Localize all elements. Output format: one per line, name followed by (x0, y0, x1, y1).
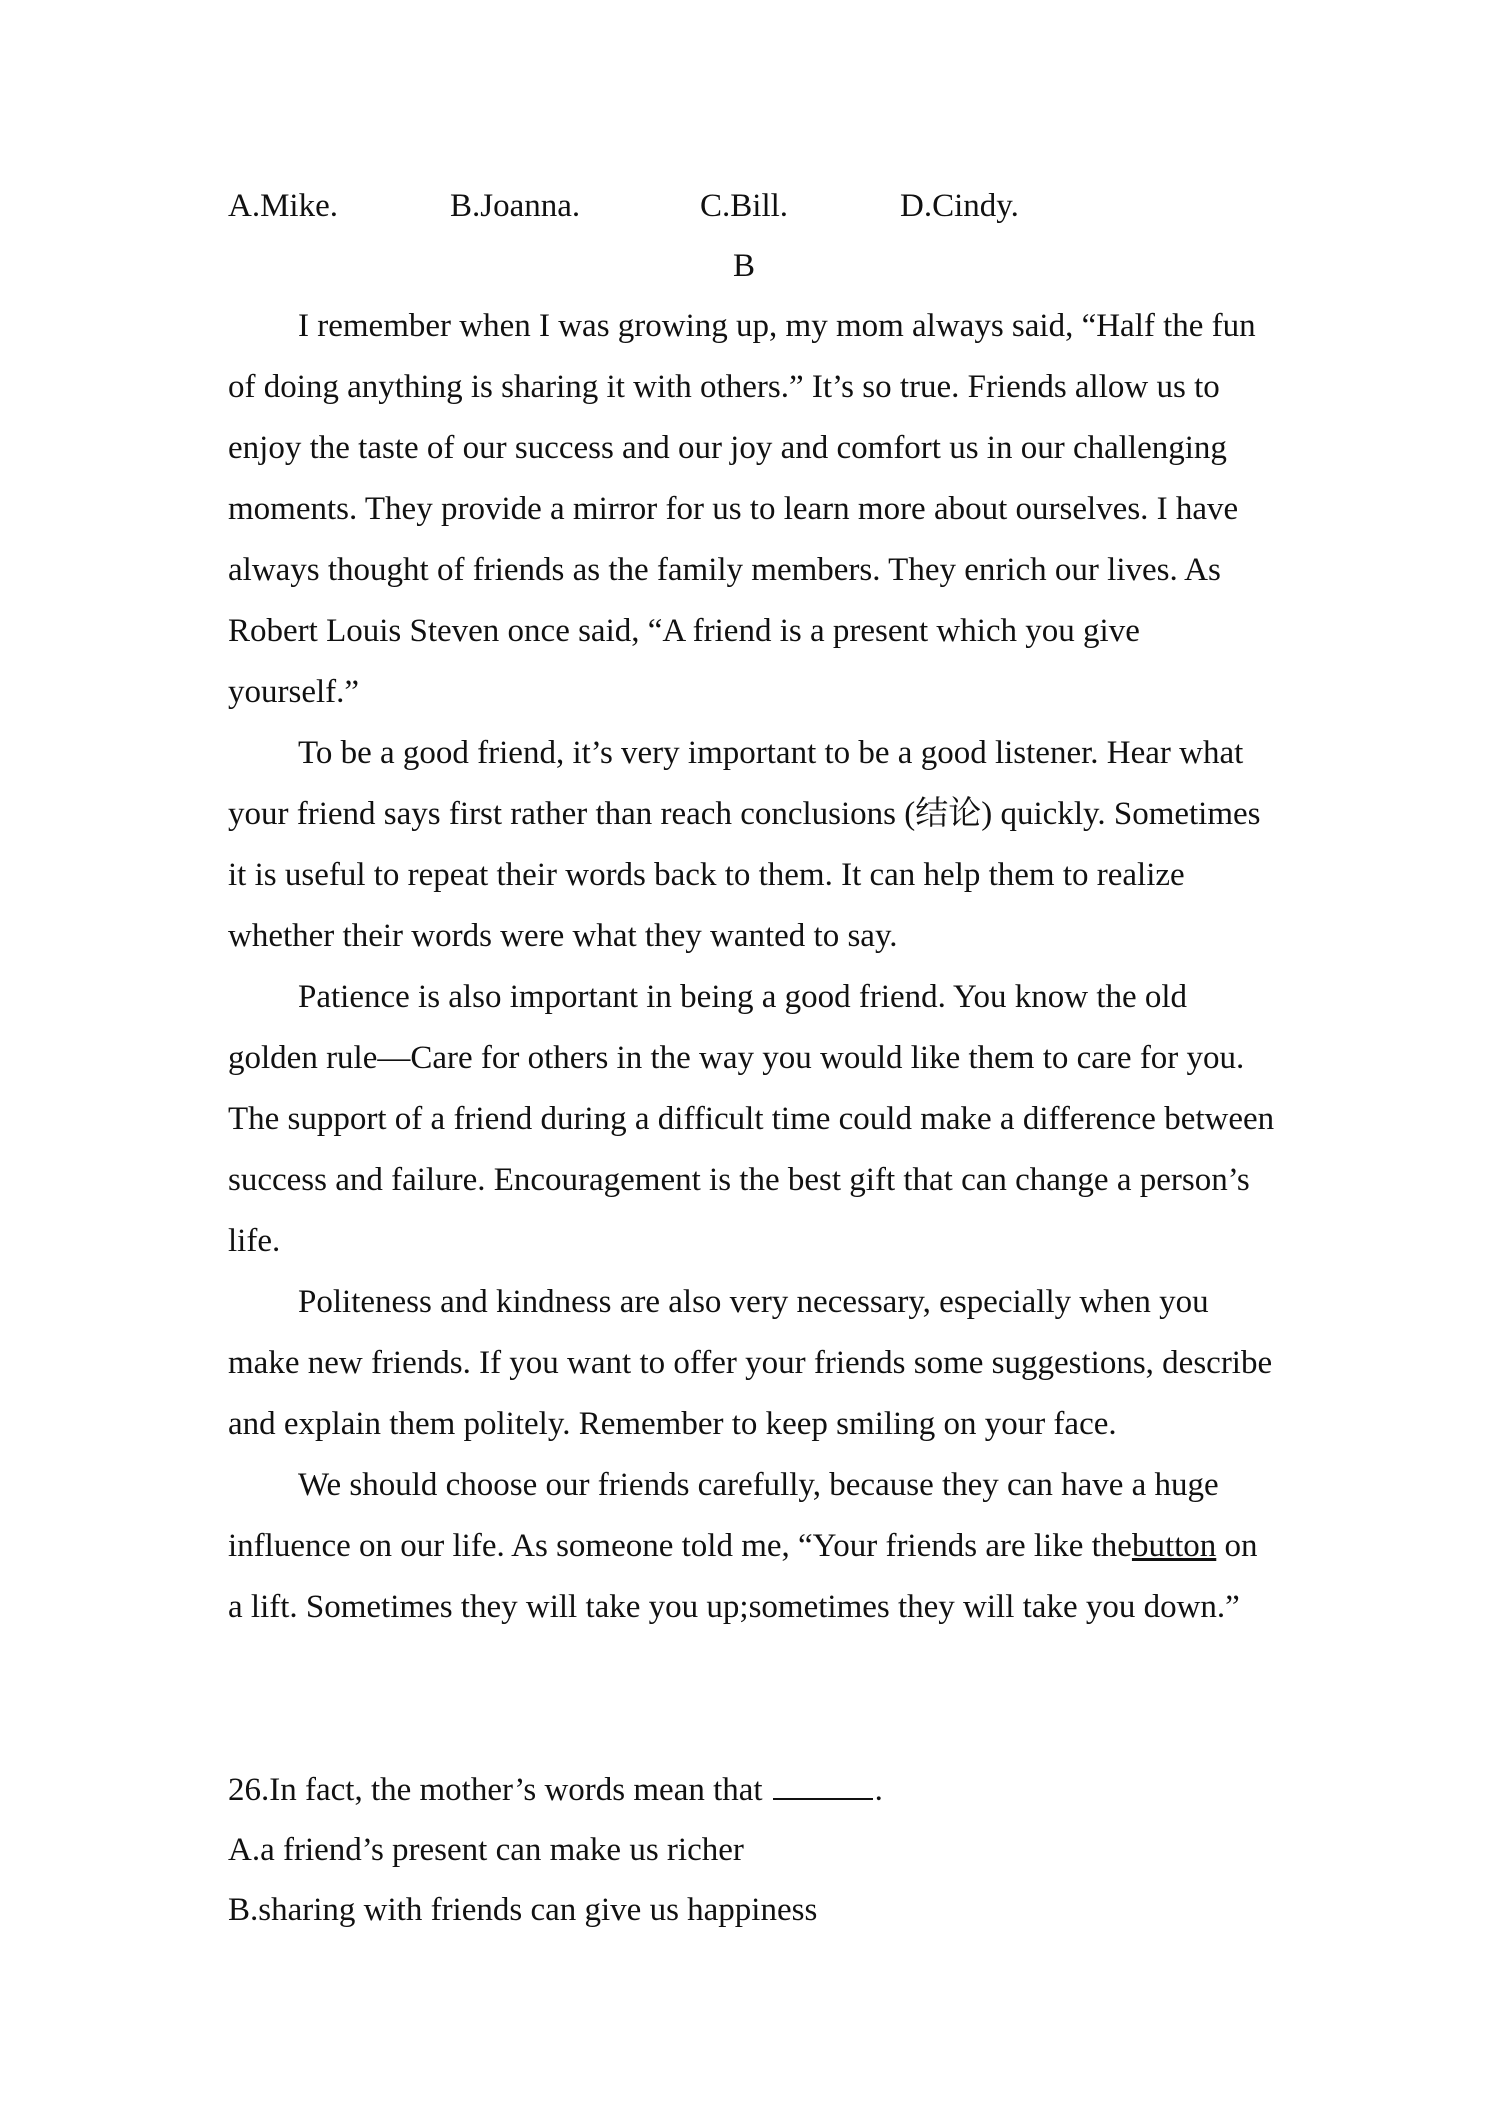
question-26-option-b: B.sharing with friends can give us happiness (228, 1892, 818, 1928)
previous-question-options (228, 178, 1328, 234)
option-b: B.Joanna. (450, 188, 581, 224)
section-heading: B (732, 248, 755, 284)
paragraph-5 (228, 1455, 1278, 1638)
option-a: A.Mike. (228, 188, 338, 224)
paragraph-4: Politeness and kindness are also very necessary, especially when you make new friends. If you want to offer your friends some suggestions, describe and explain them politely. Remember to keep smiling on your face. (228, 1284, 1273, 1442)
option-d: D.Cindy. (900, 188, 1019, 224)
question-26-text: 26.In fact, the mother’s words mean that (228, 1772, 763, 1808)
reading-passage (228, 296, 1278, 1638)
question-26-period: . (874, 1772, 883, 1808)
option-c: C.Bill. (700, 188, 789, 224)
question-26-stem (228, 1762, 1328, 1818)
underlined-word: button (1131, 1528, 1217, 1564)
paragraph-1: I remember when I was growing up, my mom always said, “Half the fun of doing anything is sharing it with others.” It’s so true. Friends allow us to enjoy the taste of our success and our joy and comfort us in our challenging moments. They provide a mirror for us to learn more about ourselves. I have always thought of friends as the family members. They enrich our lives. As Robert Louis Steven once said, “A friend is a present which you give yourself.” (228, 308, 1256, 710)
paragraph-3: Patience is also important in being a good friend. You know the old golden rule—Care for others in the way you would like them to care for you. The support of a friend during a difficult time could make a difference between success and failure. Encouragement is the best gift that can change a person’s life. (228, 979, 1275, 1259)
paragraph-2: To be a good friend, it’s very important to be a good listener. Hear what your friend says first rather than reach conclusions (结论) quickly. Sometimes it is useful to repeat their words back to them. It can help them to realize whether their words were what they wanted to say. (228, 735, 1261, 954)
answer-blank (773, 1770, 873, 1800)
paragraph-5-end: on a lift. Sometimes they will take you up;sometimes they will take you down.” (228, 1528, 1258, 1625)
question-26-option-a: A.a friend’s present can make us richer (228, 1832, 744, 1868)
paragraph-5-start: We should choose our friends carefully, because they can have a huge influence on our life. As someone told me, “Your friends are like the (228, 1467, 1219, 1564)
